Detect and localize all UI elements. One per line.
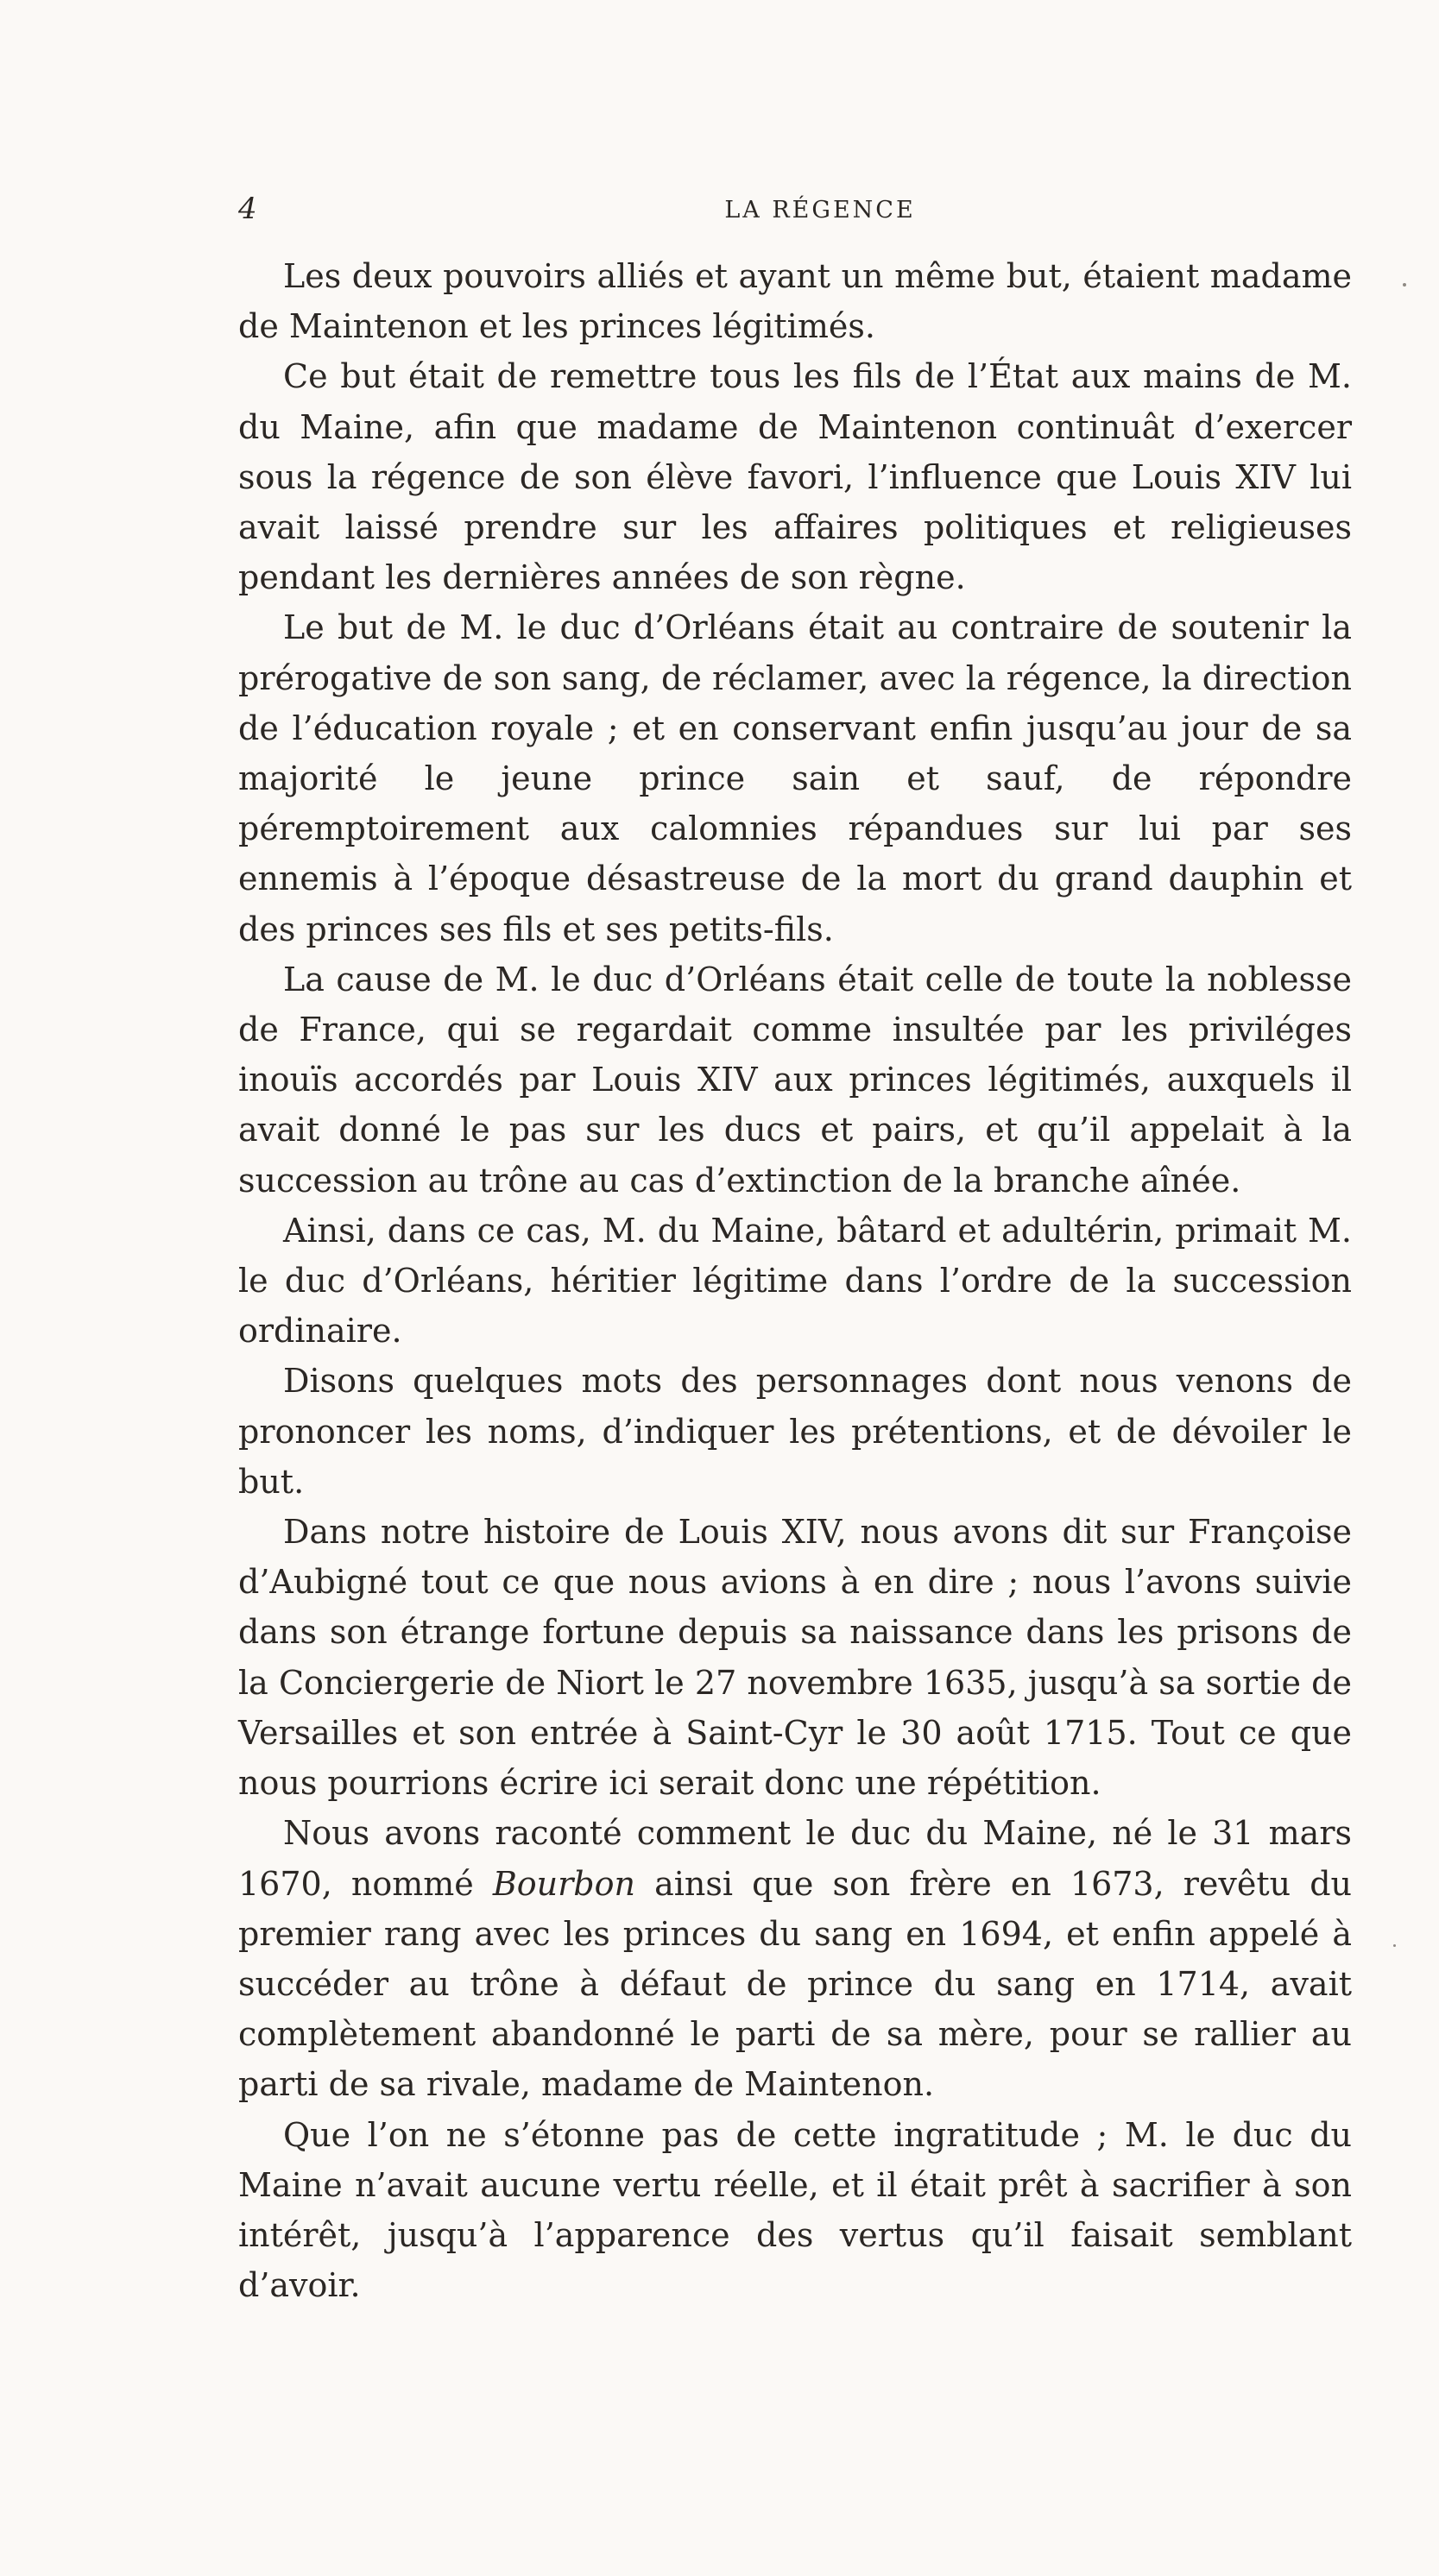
paragraph-3: Le but de M. le duc d’Orléans était au contraire de soutenir la prérogative de son sang, de réclamer, avec la régence, la direction de l’éducation royale ; et en conservant enfin jusqu’au jour de sa majorité le jeune prince sain et sauf, de répondre péremptoirement aux calomnies répandues sur lui par ses ennemis à l’époque désastreuse de la mort du grand dauphin et des princes ses fils et ses petits-fils. [238,608,1352,948]
running-head [238,192,1352,226]
body-text [238,251,1352,2310]
paper-speck [1393,1944,1396,1947]
paragraph-8-text-after: ainsi que son frère en 1673, revêtu du premier rang avec les princes du sang en 1694, et enfin appelé à succéder au trône à défaut de prince du sang en 1714, avait complètement abandonné le parti de sa mère, pour se rallier au parti de sa rivale, madame de Maintenon. [238,1864,1352,2104]
paragraph-1: Les deux pouvoirs alliés et ayant un même but, étaient madame de Maintenon et les princes légitimés. [238,257,1352,346]
paragraph-8-text-before: Nous avons raconté comment le duc du Maine, né le 31 mars 1670, nommé [238,1814,1352,1903]
paragraph-9: Que l’on ne s’étonne pas de cette ingratitude ; M. le duc du Maine n’avait aucune vertu réelle, et il était prêt à sacrifier à son intérêt, jusqu’à l’apparence des vertus qu’il faisait semblant d’avoir. [238,2115,1352,2305]
running-title: LA RÉGENCE [724,197,916,224]
paragraph-7: Dans notre histoire de Louis XIV, nous avons dit sur Françoise d’Aubigné tout ce que nous avions à en dire ; nous l’avons suivie dans son étrange fortune depuis sa naissance dans les prisons de la Conciergerie de Niort le 27 novembre 1635, jusqu’à sa sortie de Versailles et son entrée à Saint-Cyr le 30 août 1715. Tout ce que nous pourrions écrire ici serait donc une répétition. [238,1513,1352,1803]
paragraph-2: Ce but était de remettre tous les fils de l’État aux mains de M. du Maine, afin que madame de Maintenon continuât d’exercer sous la régence de son élève favori, l’influence que Louis XIV lui avait laissé prendre sur les affaires politiques et religieuses pendant les dernières années de son règne. [238,357,1352,597]
paragraph-5: Ainsi, dans ce cas, M. du Maine, bâtard et adultérin, primait M. le duc d’Orléans, héritier légitime dans l’ordre de la succession ordinaire. [238,1211,1352,1351]
page-number: 4 [238,192,257,226]
italic-name-bourbon: Bourbon [492,1864,635,1903]
paragraph-8 [238,1808,1352,2109]
paragraph-4: La cause de M. le duc d’Orléans était celle de toute la noblesse de France, qui se regardait comme insultée par les priviléges inouïs accordés par Louis XIV aux princes légitimés, auxquels il avait donné le pas sur les ducs et pairs, et qu’il appelait à la succession au trône au cas d’extinction de la branche aînée. [238,960,1352,1200]
paragraph-6: Disons quelques mots des personnages dont nous venons de prononcer les noms, d’indiquer les prétentions, et de dévoiler le but. [238,1362,1352,1501]
paper-speck [1403,283,1406,287]
